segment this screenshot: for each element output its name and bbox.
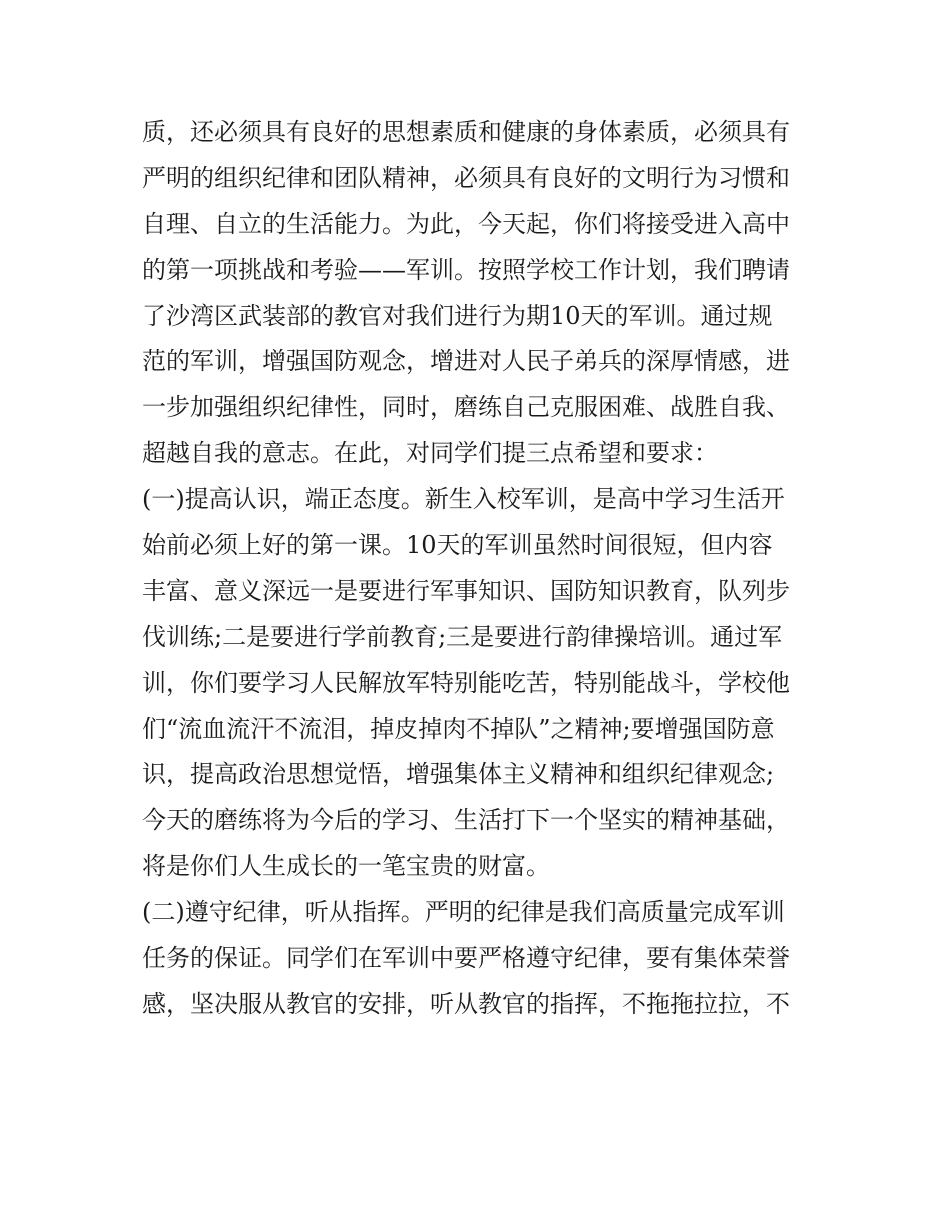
- body-text: [142, 110, 822, 1028]
- text-line: 将是你们人生成长的一笔宝贵的财富。: [142, 852, 550, 881]
- text-line: 的第一项挑战和考验——军训。按照学校工作计划，我们聘请: [142, 255, 790, 284]
- text-line: 伐训练;二是要进行学前教育;三是要进行韵律操培训。通过军: [142, 622, 783, 651]
- text-line: 任务的保证。同学们在军训中要严格遵守纪律，要有集体荣誉: [142, 944, 790, 973]
- text-line: 识，提高政治思想觉悟，增强集体主义精神和组织纪律观念;: [142, 760, 775, 789]
- text-line: 今天的磨练将为今后的学习、生活打下一个坚实的精神基础，: [142, 806, 790, 835]
- text-line: 质，还必须具有良好的思想素质和健康的身体素质，必须具有: [142, 118, 790, 146]
- text-line: 范的军训，增强国防观念，增进对人民子弟兵的深厚情感，进: [142, 347, 790, 376]
- text-line: 始前必须上好的第一课。10天的军训虽然时间很短，但内容: [142, 531, 773, 560]
- text-line: 丰富、意义深远一是要进行军事知识、国防知识教育，队列步: [142, 576, 790, 605]
- text-line: 严明的组织纪律和团队精神，必须具有良好的文明行为习惯和: [142, 163, 790, 192]
- text-line: 训，你们要学习人民解放军特别能吃苦，特别能战斗，学校他: [142, 668, 790, 697]
- text-line: 们“流血流汗不流泪，掉皮掉肉不掉队”之精神;要增强国防意: [142, 714, 775, 743]
- text-line: 超越自我的意志。在此，对同学们提三点希望和要求：: [142, 439, 718, 468]
- text-line: 了沙湾区武装部的教官对我们进行为期10天的军训。通过规: [142, 301, 773, 330]
- text-line: 一步加强组织纪律性，同时，磨练自己克服困难、战胜自我、: [142, 393, 790, 422]
- text-line: 感，坚决服从教官的安排，听从教官的指挥，不拖拖拉拉，不: [142, 989, 790, 1018]
- text-line: 自理、自立的生活能力。为此，今天起，你们将接受进入高中: [142, 209, 790, 238]
- text-line: (一)提高认识，端正态度。新生入校军训，是高中学习生活开: [142, 485, 785, 514]
- text-line: (二)遵守纪律，听从指挥。严明的纪律是我们高质量完成军训: [142, 898, 785, 927]
